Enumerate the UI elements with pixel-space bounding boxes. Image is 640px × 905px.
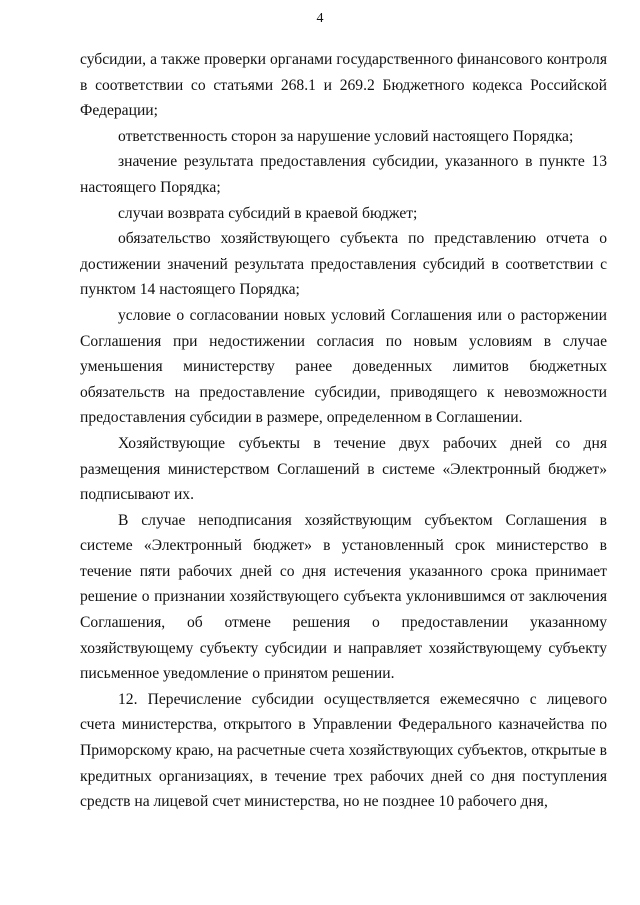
document-body [80, 47, 607, 815]
paragraph-5: обязательство хозяйствующего субъекта по представлению отчета о достижении значений результата предоставления субсидий в соответствии с пунктом 14 настоящего Порядка; [80, 230, 607, 299]
paragraph-6: условие о согласовании новых условий Соглашения или о расторжении Соглашения при недостижении согласия по новым условиям в случае уменьшения министерству ранее доведенных лимитов бюджетных обязательств на предоставление субсидии, приводящего к невозможности предоставления субсидии в размере, определенном в Соглашении. [80, 306, 607, 427]
paragraph-3: значение результата предоставления субсидии, указанного в пункте 13 настоящего Порядка; [80, 153, 607, 196]
page-number: 4 [316, 11, 324, 26]
paragraph-8: В случае неподписания хозяйствующим субъектом Соглашения в системе «Электронный бюджет» в установленный срок министерство в течение пяти рабочих дней со дня истечения указанного срока принимает решение о признании хозяйствующего субъекта уклонившимся от заключения Соглашения, об отмене решения о предоставлении указанному хозяйствующему субъекту субсидии и направляет хозяйствующему субъекту письменное уведомление о принятом решении. [80, 511, 607, 683]
paragraph-1: субсидии, а также проверки органами государственного финансового контроля в соответствии со статьями 268.1 и 269.2 Бюджетного кодекса Российской Федерации; [80, 51, 607, 120]
paragraph-7: Хозяйствующие субъекты в течение двух рабочих дней со дня размещения министерством Соглашений в системе «Электронный бюджет» подписывают их. [80, 434, 607, 504]
paragraph-9: 12. Перечисление субсидии осуществляется ежемесячно с лицевого счета министерства, открытого в Управлении Федерального казначейства по Приморскому краю, на расчетные счета хозяйствующих субъектов, открытые в кредитных организациях, в течение трех рабочих дней со дня поступления средств на лицевой счет министерства, но не позднее 10 рабочего дня, [80, 690, 607, 811]
paragraph-2: ответственность сторон за нарушение условий настоящего Порядка; [118, 127, 574, 145]
paragraph-4: случаи возврата субсидий в краевой бюджет; [118, 204, 418, 222]
